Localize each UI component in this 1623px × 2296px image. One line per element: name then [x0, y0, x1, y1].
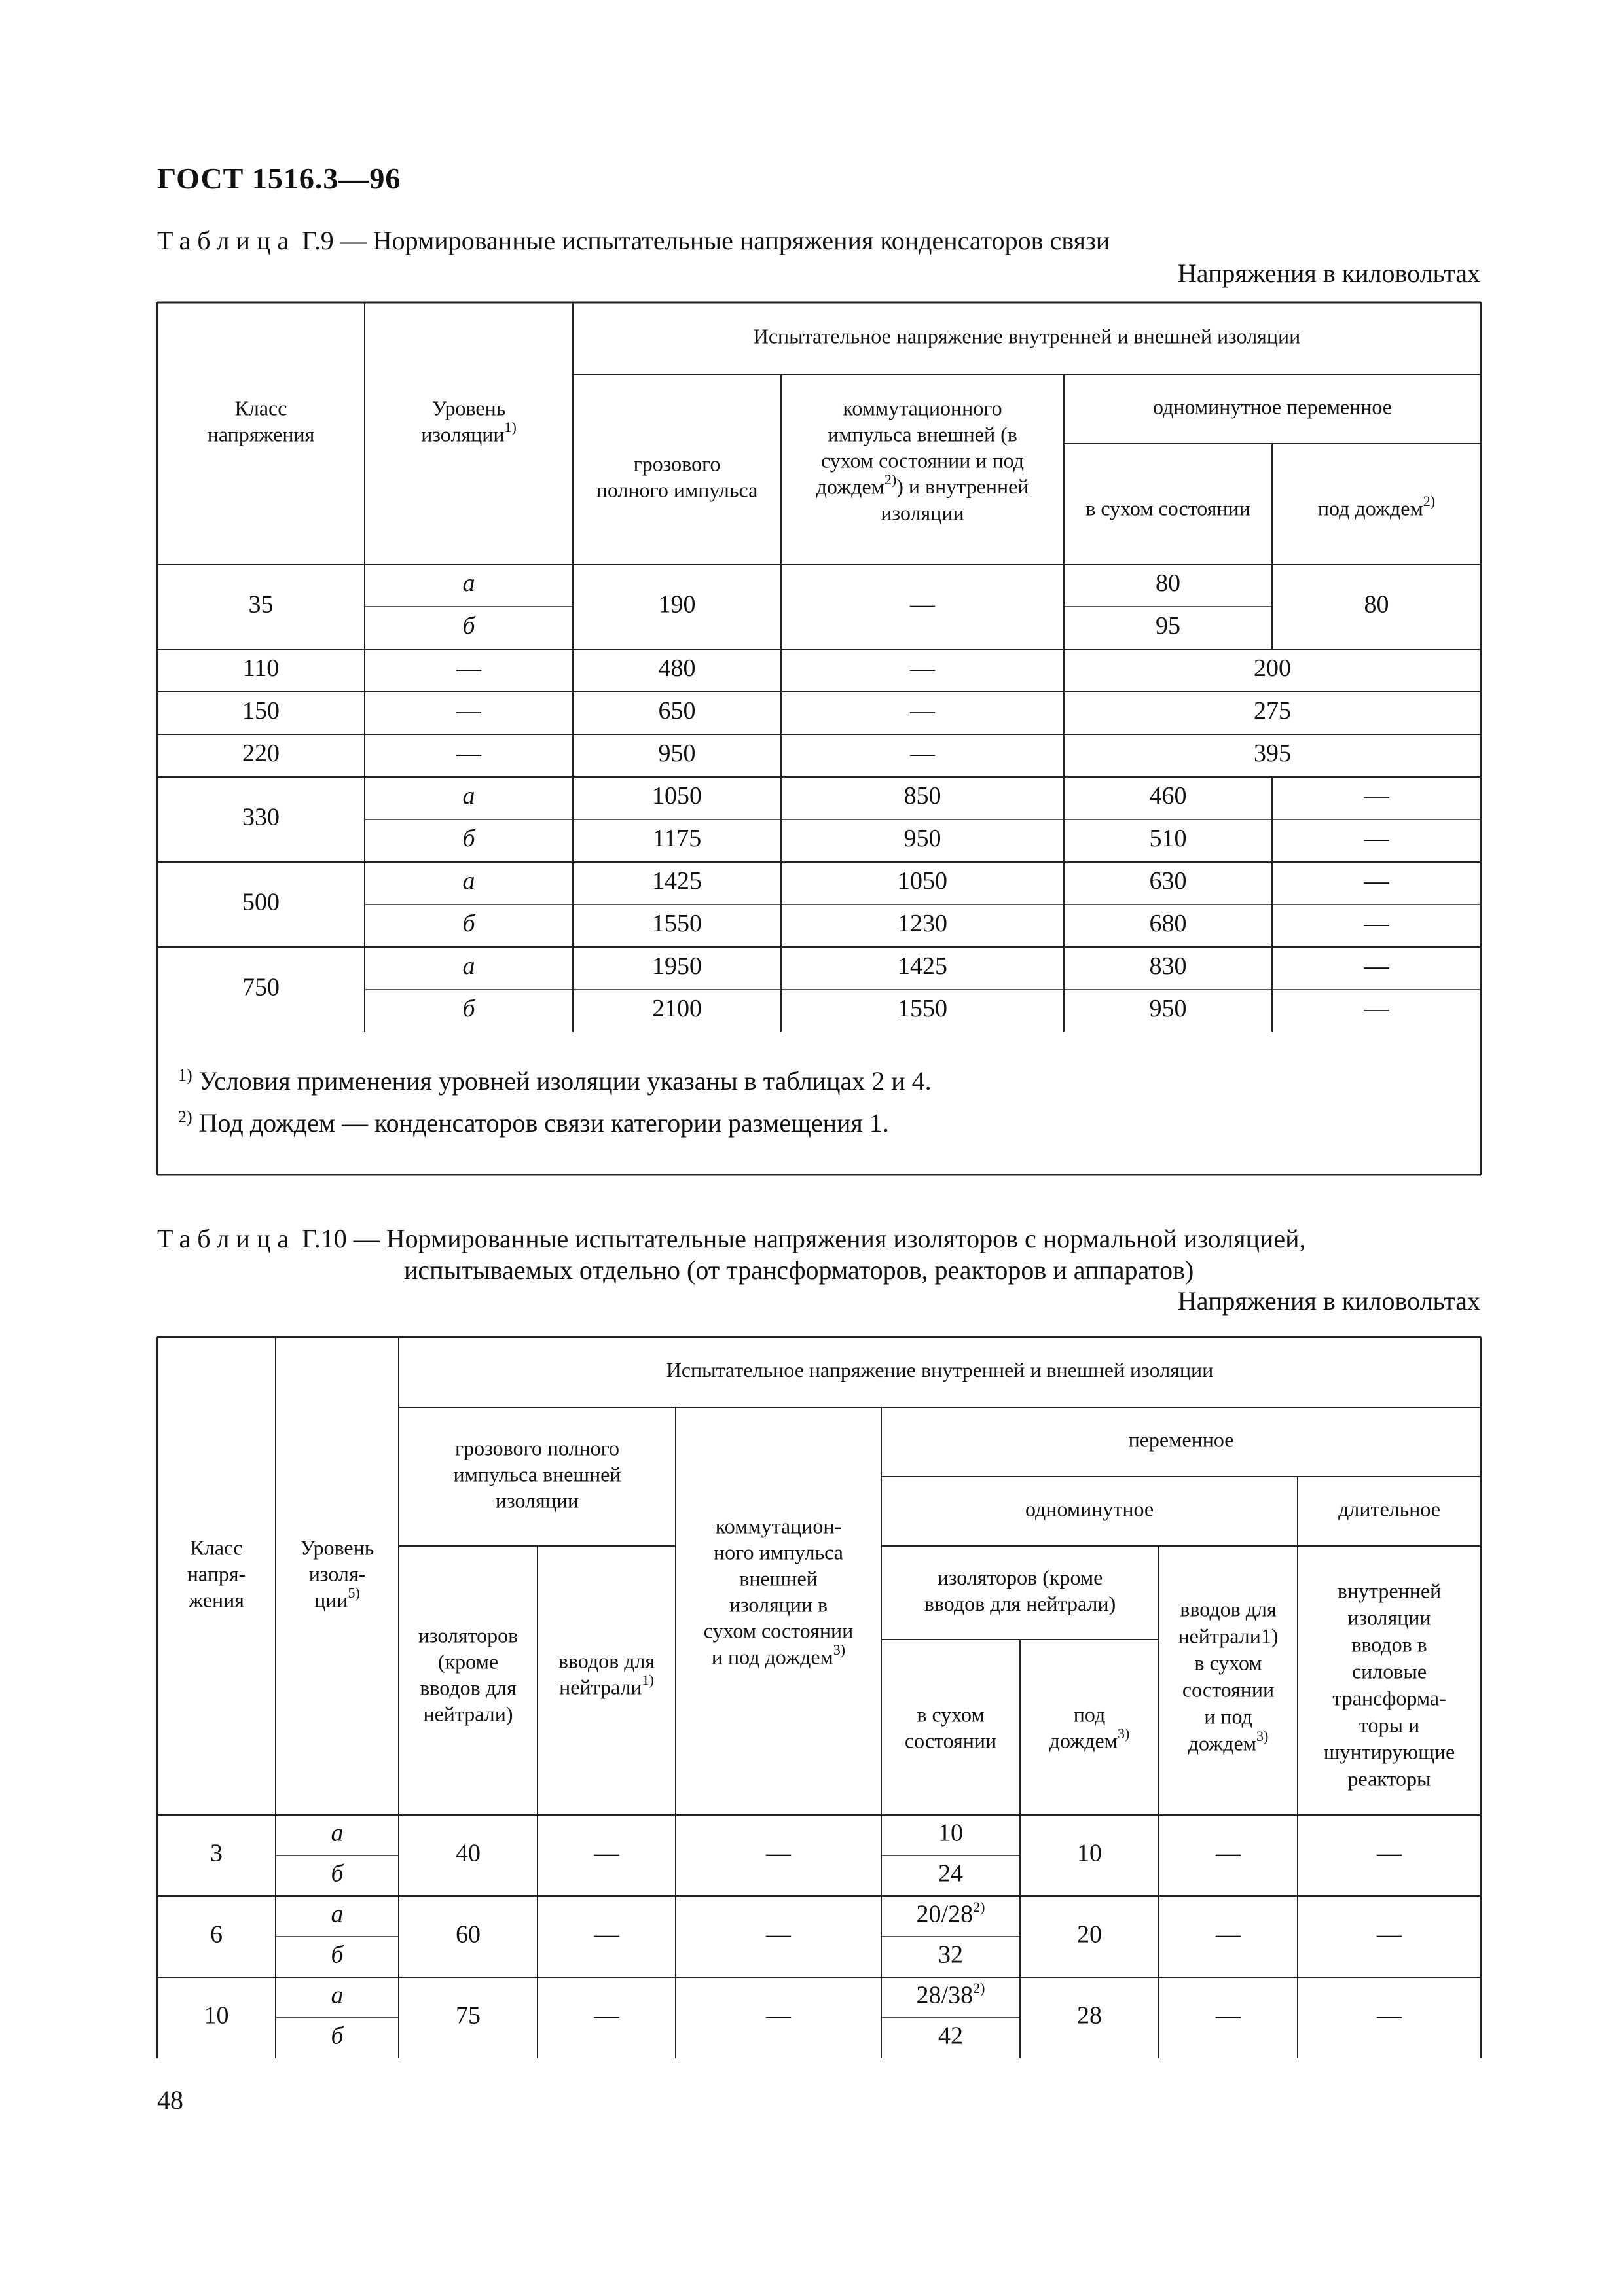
t10-cell-lightning: 40: [456, 1839, 481, 1867]
t10-cell-switching: —: [766, 1839, 791, 1867]
t10-cell-internal: —: [1377, 1920, 1402, 1948]
t10-hdr-neutral: вводов для: [558, 1649, 655, 1673]
t10-hdr-rain: под: [1073, 1702, 1106, 1727]
t9-hdr-group: Испытательное напряжение внутренней и внешней изоляции: [753, 324, 1301, 348]
t10-cell-switching: —: [766, 2001, 791, 2030]
t9-cell-lightning: 1050: [652, 782, 702, 810]
t9-cell-switching: —: [910, 697, 935, 725]
t10-hdr-neutral-ac: и под: [1204, 1704, 1252, 1729]
t9-cell-switching: 850: [903, 782, 941, 810]
table9-caption-text: Г.9 — Нормированные испытательные напряжения конденсаторов связи: [302, 226, 1110, 255]
t9-cell-lightning: 480: [658, 655, 696, 683]
t10-hdr-switching: сухом состоянии: [703, 1619, 854, 1643]
t9-cell-lightning: 650: [658, 697, 696, 725]
t9-cell-lightning: 1175: [652, 825, 702, 853]
t9-cell-lightning: 190: [658, 590, 696, 619]
page-number: 48: [157, 2085, 183, 2115]
t10-hdr-internal-line: шунтирующие: [1323, 1740, 1455, 1764]
t9-cell-rain: —: [1364, 910, 1389, 938]
t10-hdr-rain: дождем$^{3)}$: [1049, 1725, 1130, 1753]
t9-cell-level: —: [456, 655, 481, 683]
t10-hdr-insulators-line: изоляторов: [418, 1623, 519, 1647]
t10-hdr-class-line: жения: [189, 1588, 244, 1612]
t10-hdr-neutral-ac: дождем$^{3)}$: [1188, 1728, 1269, 1755]
t9-cell-dry: 830: [1149, 952, 1187, 980]
t10-cell-dry: 24: [938, 1859, 963, 1888]
t10-cell-neutral-ac: —: [1216, 2001, 1241, 2030]
t9-hdr-lightning-line: полного импульса: [596, 478, 758, 502]
t9-cell-level: б: [462, 612, 475, 640]
t9-cell-rain: —: [1364, 782, 1389, 810]
table10-caption-text: Г.10 — Нормированные испытательные напряжения изоляторов с нормальной изоляцией,: [302, 1224, 1306, 1253]
t10-hdr-group: Испытательное напряжение внутренней и внешней изоляции: [666, 1357, 1214, 1382]
t10-cell-class: 10: [204, 2001, 229, 2030]
t10-hdr-neutral-ac: вводов для: [1180, 1597, 1277, 1621]
t10-cell-level: б: [331, 1941, 344, 1969]
table10-units: Напряжения в киловольтах: [1177, 1286, 1480, 1316]
t10-hdr-level: изоля-: [308, 1562, 366, 1586]
t10-hdr-dry-line: состоянии: [904, 1729, 997, 1753]
t9-cell-level: а: [462, 569, 475, 598]
t10-cell-level: б: [331, 1859, 344, 1888]
t10-cell-level: а: [331, 1981, 344, 2009]
t10-hdr-internal-line: вводов в: [1351, 1632, 1427, 1657]
t9-cell-ac-merged: 275: [1254, 697, 1291, 725]
t10-hdr-internal-line: внутренней: [1337, 1579, 1442, 1603]
t9-cell-level: а: [462, 867, 475, 895]
t10-hdr-class-line: напря-: [187, 1562, 246, 1586]
t10-cell-rain: 10: [1077, 1839, 1102, 1867]
t10-cell-rain: 20: [1077, 1920, 1102, 1948]
t9-cell-dry: 460: [1149, 782, 1187, 810]
t9-cell-lightning: 1950: [652, 952, 702, 980]
t9-cell-class: 330: [242, 803, 280, 831]
t9-hdr-dry: в сухом состоянии: [1085, 496, 1250, 520]
t10-hdr-switching: внешней: [739, 1566, 818, 1590]
t9-cell-switching: 1230: [898, 910, 947, 938]
table9-units: Напряжения в киловольтах: [1177, 259, 1480, 288]
t9-cell-class: 150: [242, 697, 280, 725]
t10-hdr-insulators-line: (кроме: [437, 1649, 499, 1674]
t10-hdr-neutral-ac: состоянии: [1182, 1677, 1275, 1702]
t10-hdr-ins-group-line: вводов для нейтрали): [924, 1591, 1116, 1615]
t9-hdr-switching: коммутационного: [843, 396, 1002, 420]
t9-cell-dry: 950: [1149, 995, 1187, 1023]
t9-cell-dry: 80: [1156, 569, 1180, 598]
t9-cell-rain: —: [1364, 867, 1389, 895]
t10-hdr-internal-line: силовые: [1351, 1659, 1427, 1683]
t10-cell-internal: —: [1377, 1839, 1402, 1867]
t9-cell-level: б: [462, 910, 475, 938]
t10-hdr-switching: ного импульса: [714, 1540, 843, 1564]
t10-hdr-level: ции$^{5)}$: [314, 1585, 360, 1612]
t10-cell-dry: 28/38$^{2)}$: [916, 1980, 985, 2009]
t9-cell-switching: —: [910, 655, 935, 683]
t10-cell-switching: —: [766, 1920, 791, 1948]
t10-cell-lightning: 75: [456, 2001, 481, 2030]
table10-caption-label: Таблица: [157, 1224, 296, 1253]
t9-hdr-switching: изоляции: [881, 501, 964, 525]
t9-cell-switching: —: [910, 590, 935, 619]
t10-cell-lightning: 60: [456, 1920, 481, 1948]
t9-cell-class: 110: [242, 655, 280, 683]
t10-hdr-internal-line: реакторы: [1347, 1767, 1431, 1791]
t9-cell-dry: 630: [1149, 867, 1187, 895]
t9-cell-switching: —: [910, 740, 935, 768]
t9-cell-ac-merged: 395: [1254, 740, 1291, 768]
t10-hdr-ac: переменное: [1128, 1427, 1234, 1452]
t9-hdr-lightning-line: грозового: [633, 452, 721, 476]
t9-cell-level: а: [462, 782, 475, 810]
t10-cell-dry: 10: [938, 1819, 963, 1847]
t9-cell-lightning: 1550: [652, 910, 702, 938]
t9-hdr-level: Уровень: [431, 396, 506, 420]
t10-hdr-lightning-line: изоляции: [495, 1488, 579, 1513]
t9-hdr-switching: сухом состоянии и под: [820, 448, 1025, 473]
t10-cell-level: а: [331, 1900, 344, 1928]
t9-cell-ac-merged: 200: [1254, 655, 1291, 683]
t10-hdr-internal-line: торы и: [1359, 1713, 1420, 1737]
t9-cell-rain: —: [1364, 825, 1389, 853]
t10-cell-neutral-ac: —: [1216, 1920, 1241, 1948]
t10-hdr-switching: изоляции в: [729, 1592, 828, 1617]
t10-hdr-class-line: Класс: [190, 1535, 243, 1560]
t9-cell-level: б: [462, 995, 475, 1023]
t10-hdr-internal-line: изоляции: [1347, 1605, 1431, 1630]
t9-cell-rain: —: [1364, 995, 1389, 1023]
t9-cell-class: 35: [248, 590, 274, 619]
t9-cell-level: —: [456, 740, 481, 768]
t9-cell-lightning: 950: [658, 740, 696, 768]
t9-hdr-class-line: Класс: [234, 396, 287, 420]
t9-cell-dry: 510: [1149, 825, 1187, 853]
table10-caption-line2: испытываемых отдельно (от трансформаторов, реакторов и аппаратов): [404, 1255, 1194, 1285]
table9-caption-label: Таблица: [157, 226, 296, 255]
t10-hdr-switching: коммутацион-: [715, 1514, 842, 1538]
t9-cell-class: 220: [242, 740, 280, 768]
t10-cell-rain: 28: [1077, 2001, 1102, 2030]
t10-cell-dry: 32: [938, 1941, 963, 1969]
t9-cell-rain: —: [1364, 952, 1389, 980]
t10-cell-level: а: [331, 1819, 344, 1847]
t10-cell-neutral: —: [594, 2001, 619, 2030]
t10-cell-neutral: —: [594, 1920, 619, 1948]
t10-cell-neutral-ac: —: [1216, 1839, 1241, 1867]
t10-hdr-oneminute: одноминутное: [1025, 1497, 1154, 1521]
t9-hdr-ac: одноминутное переменное: [1153, 395, 1392, 419]
t10-cell-class: 6: [210, 1920, 223, 1948]
t9-cell-rain: 80: [1364, 590, 1389, 619]
t9-cell-level: б: [462, 825, 475, 853]
t9-cell-level: а: [462, 952, 475, 980]
t9-hdr-class-line: напряжения: [207, 422, 315, 446]
t10-hdr-lightning-line: импульса внешней: [453, 1462, 621, 1486]
t10-hdr-ins-group-line: изоляторов (кроме: [937, 1565, 1103, 1589]
t10-hdr-switching: и под дождем$^{3)}$: [711, 1641, 846, 1669]
t9-cell-switching: 1550: [898, 995, 947, 1023]
document-title: ГОСТ 1516.3—96: [157, 162, 401, 195]
t10-hdr-neutral: нейтрали$^{1)}$: [559, 1672, 654, 1699]
t10-hdr-insulators-line: вводов для: [420, 1676, 517, 1700]
t9-cell-level: —: [456, 697, 481, 725]
t10-cell-dry: 42: [938, 2022, 963, 2050]
t10-cell-class: 3: [210, 1839, 223, 1867]
t9-footnote: $^{1)}$ Условия применения уровней изоляции указаны в таблицах 2 и 4.: [178, 1066, 932, 1096]
t9-hdr-switching: дождем$^{2)}$) и внутренней: [816, 471, 1029, 499]
t10-hdr-internal-line: трансформа-: [1332, 1686, 1446, 1710]
t9-cell-lightning: 1425: [652, 867, 702, 895]
t9-hdr-level: изоляции$^{1)}$: [421, 419, 517, 446]
t10-hdr-neutral-ac: нейтрали1): [1178, 1624, 1279, 1648]
t10-hdr-lightning-line: грозового полного: [455, 1436, 619, 1460]
t9-cell-switching: 950: [903, 825, 941, 853]
t9-cell-switching: 1425: [898, 952, 947, 980]
t9-cell-class: 750: [242, 973, 280, 1001]
t9-cell-switching: 1050: [898, 867, 947, 895]
t10-cell-neutral: —: [594, 1839, 619, 1867]
t10-hdr-level: Уровень: [300, 1535, 374, 1560]
t10-cell-internal: —: [1377, 2001, 1402, 2030]
t10-cell-level: б: [331, 2022, 344, 2050]
t9-hdr-rain: под дождем$^{2)}$: [1317, 493, 1436, 520]
t9-cell-lightning: 2100: [652, 995, 702, 1023]
t10-hdr-neutral-ac: в сухом: [1194, 1651, 1262, 1675]
t9-footnote: $^{2)}$ Под дождем — конденсаторов связи категории размещения 1.: [178, 1107, 889, 1138]
t10-cell-dry: 20/28$^{2)}$: [916, 1899, 985, 1928]
t9-cell-dry: 680: [1149, 910, 1187, 938]
t9-cell-dry: 95: [1156, 612, 1180, 640]
t10-hdr-longterm: длительное: [1338, 1497, 1440, 1521]
t10-hdr-insulators-line: нейтрали): [423, 1702, 513, 1726]
t9-hdr-switching: импульса внешней (в: [828, 422, 1017, 446]
t9-cell-class: 500: [242, 888, 280, 916]
t10-hdr-dry-line: в сухом: [917, 1702, 985, 1727]
